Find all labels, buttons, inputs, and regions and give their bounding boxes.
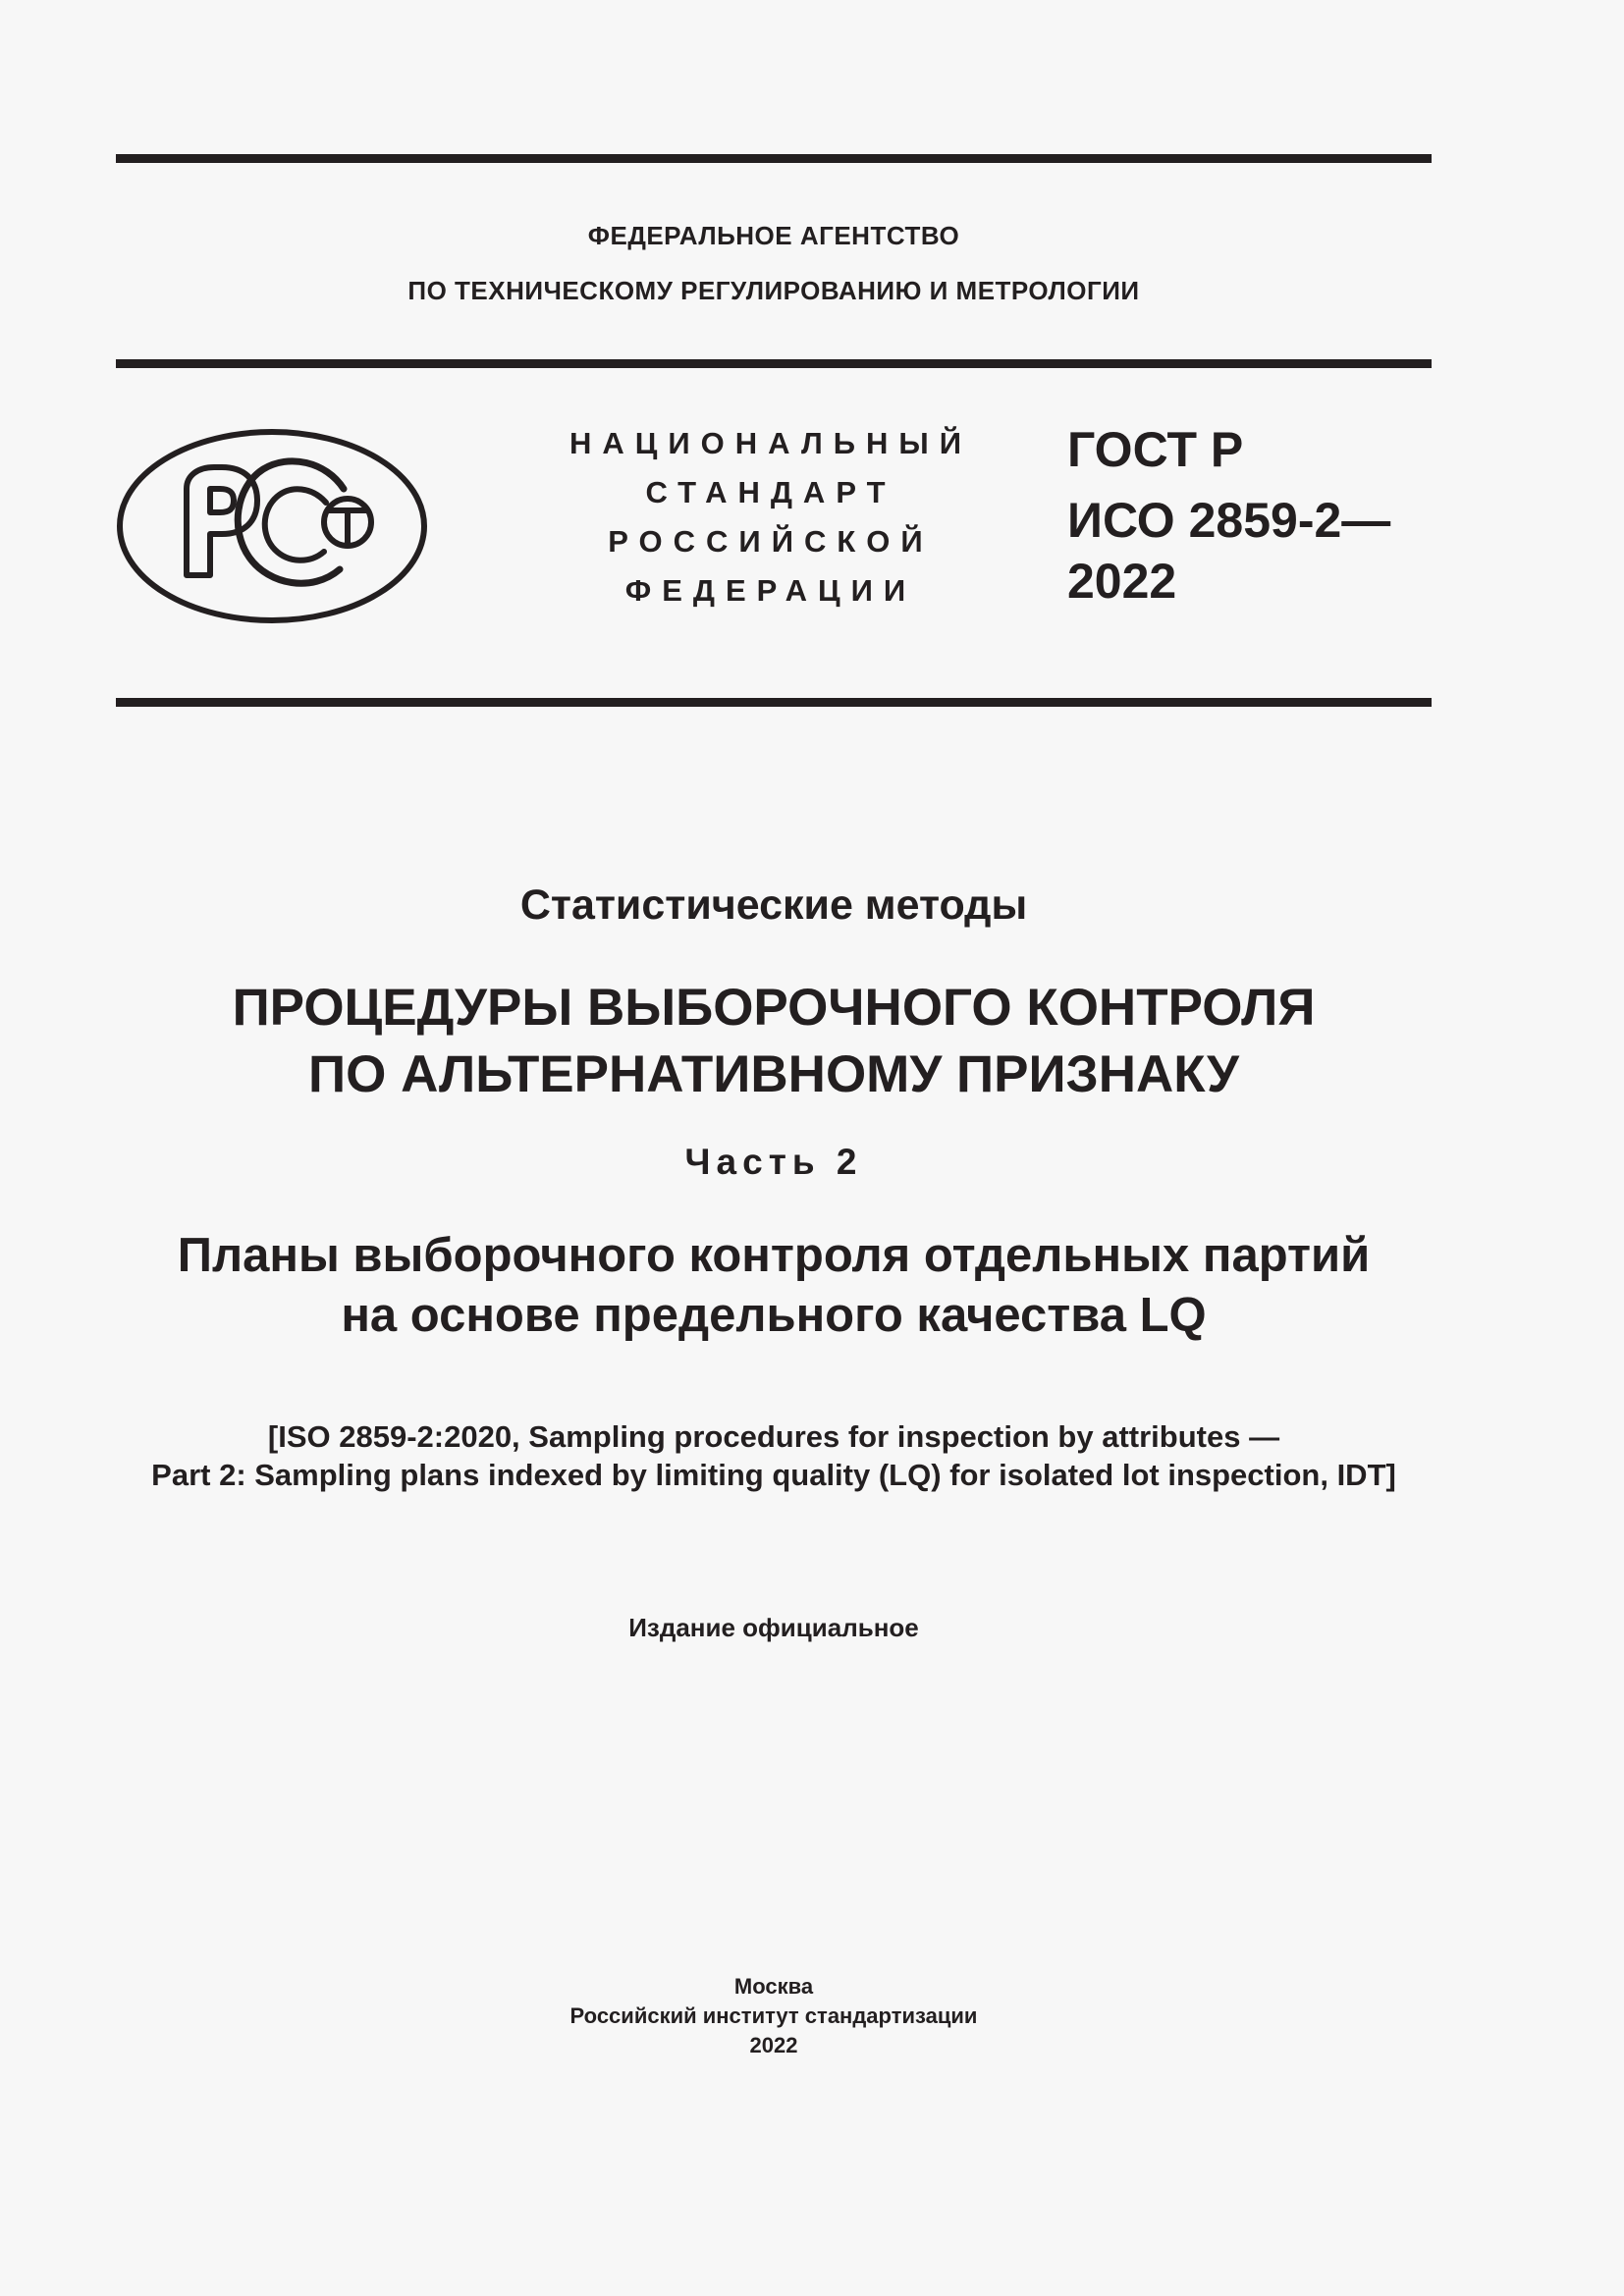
header-divider-rule	[116, 359, 1432, 368]
imprint-year: 2022	[749, 2033, 798, 2057]
iso-reference-line-2: Part 2: Sampling plans indexed by limiting quality (LQ) for isolated lot inspection, IDT]	[151, 1458, 1396, 1492]
standard-designation-line-3: 2022	[1067, 554, 1177, 609]
standard-designation-line-2: ИСО 2859-2—	[1067, 493, 1391, 548]
main-title-line-1: ПРОЦЕДУРЫ ВЫБОРОЧНОГО КОНТРОЛЯ	[232, 979, 1316, 1037]
title-divider-rule	[116, 698, 1432, 707]
subtitle-line-2: на основе предельного качества LQ	[341, 1289, 1207, 1342]
standard-type-line-4: ФЕДЕРАЦИИ	[624, 573, 917, 608]
standard-designation-line-1: ГОСТ Р	[1067, 422, 1244, 477]
standard-type-line-3: РОССИЙСКОЙ	[608, 524, 934, 559]
imprint-city: Москва	[733, 1974, 814, 1999]
main-title-line-2: ПО АЛЬТЕРНАТИВНОМУ ПРИЗНАКУ	[308, 1045, 1239, 1103]
subtitle-line-1: Планы выборочного контроля отдельных партий	[177, 1229, 1371, 1282]
agency-name-line-1: ФЕДЕРАЛЬНОЕ АГЕНТСТВО	[587, 221, 960, 250]
agency-name-line-2: ПО ТЕХНИЧЕСКОМУ РЕГУЛИРОВАНИЮ И МЕТРОЛОГИИ	[407, 276, 1140, 305]
standard-type-line-2: СТАНДАРТ	[645, 475, 896, 509]
gost-r-logo-icon	[116, 428, 428, 624]
iso-reference-line-1: [ISO 2859-2:2020, Sampling procedures for inspection by attributes —	[267, 1419, 1280, 1454]
top-rule	[116, 154, 1432, 163]
standard-type-line-1: НАЦИОНАЛЬНЫЙ	[568, 426, 973, 460]
imprint-publisher: Российский институт стандартизации	[569, 2003, 978, 2028]
subject-heading: Статистические методы	[519, 881, 1028, 929]
part-number: Часть 2	[684, 1142, 863, 1182]
edition-label: Издание официальное	[628, 1613, 919, 1642]
